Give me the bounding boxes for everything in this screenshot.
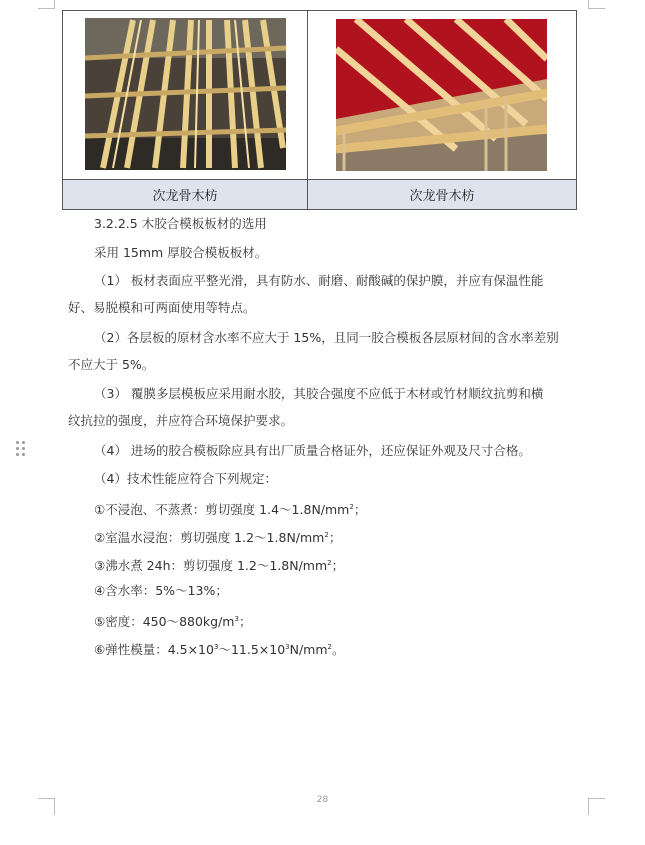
item-2-line-1: （2）各层板的原材含水率不应大于 15%，且同一胶合模板各层原材间的含水率差别	[94, 330, 559, 345]
figure-table	[62, 10, 577, 210]
spec-item: ②室温水浸泡：剪切强度 $1.2\sim 1.8N/mm^2$；	[94, 530, 342, 545]
item-2-line-2: 不应大于 5%。	[68, 357, 155, 372]
item-4-line-1: （4） 进场的胶合模板除应具有出厂质量合格证外，还应保证外观及尺寸合格。	[94, 443, 531, 458]
drag-handle-icon[interactable]	[16, 441, 26, 459]
spec-item: ⑥弹性模量：$4.5\times 10^3\sim 11.5\times 10^3N/mm^2$。	[94, 642, 345, 657]
photo-timber-joists-formwork	[336, 19, 547, 171]
intro-paragraph: 采用 15mm 厚胶合模板板材。	[94, 245, 268, 260]
item-1-line-2: 好、易脱模和可两面使用等特点。	[68, 300, 256, 315]
crop-mark-top-right	[588, 0, 605, 9]
spec-item: ⑤密度：$450\sim 880kg/m^3$；	[94, 614, 252, 629]
item-3-line-1: （3） 覆膜多层模板应采用耐水胶，其胶合强度不应低于木材或竹材顺纹抗剪和横	[94, 386, 544, 401]
spec-item: ③沸水煮 24h：剪切强度 $1.2\sim 1.8N/mm^2$；	[94, 558, 345, 573]
item-3-line-2: 纹抗拉的强度，并应符合环境保护要求。	[68, 413, 294, 428]
caption-right: 次龙骨木枋	[308, 179, 576, 209]
page-number: 28	[316, 795, 329, 805]
section-heading: 3.2.2.5 木胶合模板板材的选用	[94, 216, 267, 231]
crop-mark-top-left	[38, 0, 55, 9]
spec-item: ④含水率：5%～13%；	[94, 583, 228, 598]
figure-cell-right	[308, 11, 576, 179]
item-1-line-1: （1） 板材表面应平整光滑，具有防水、耐磨、耐酸碱的保护膜，并应有保温性能	[94, 273, 544, 288]
tech-heading: （4）技术性能应符合下列规定：	[94, 471, 277, 486]
figure-cell-left	[63, 11, 308, 179]
spec-item: ①不浸泡、不蒸煮：剪切强度 $1.4\sim 1.8N/mm^2$；	[94, 502, 367, 517]
caption-left: 次龙骨木枋	[63, 179, 308, 209]
photo-timber-joists-grid	[85, 18, 286, 170]
